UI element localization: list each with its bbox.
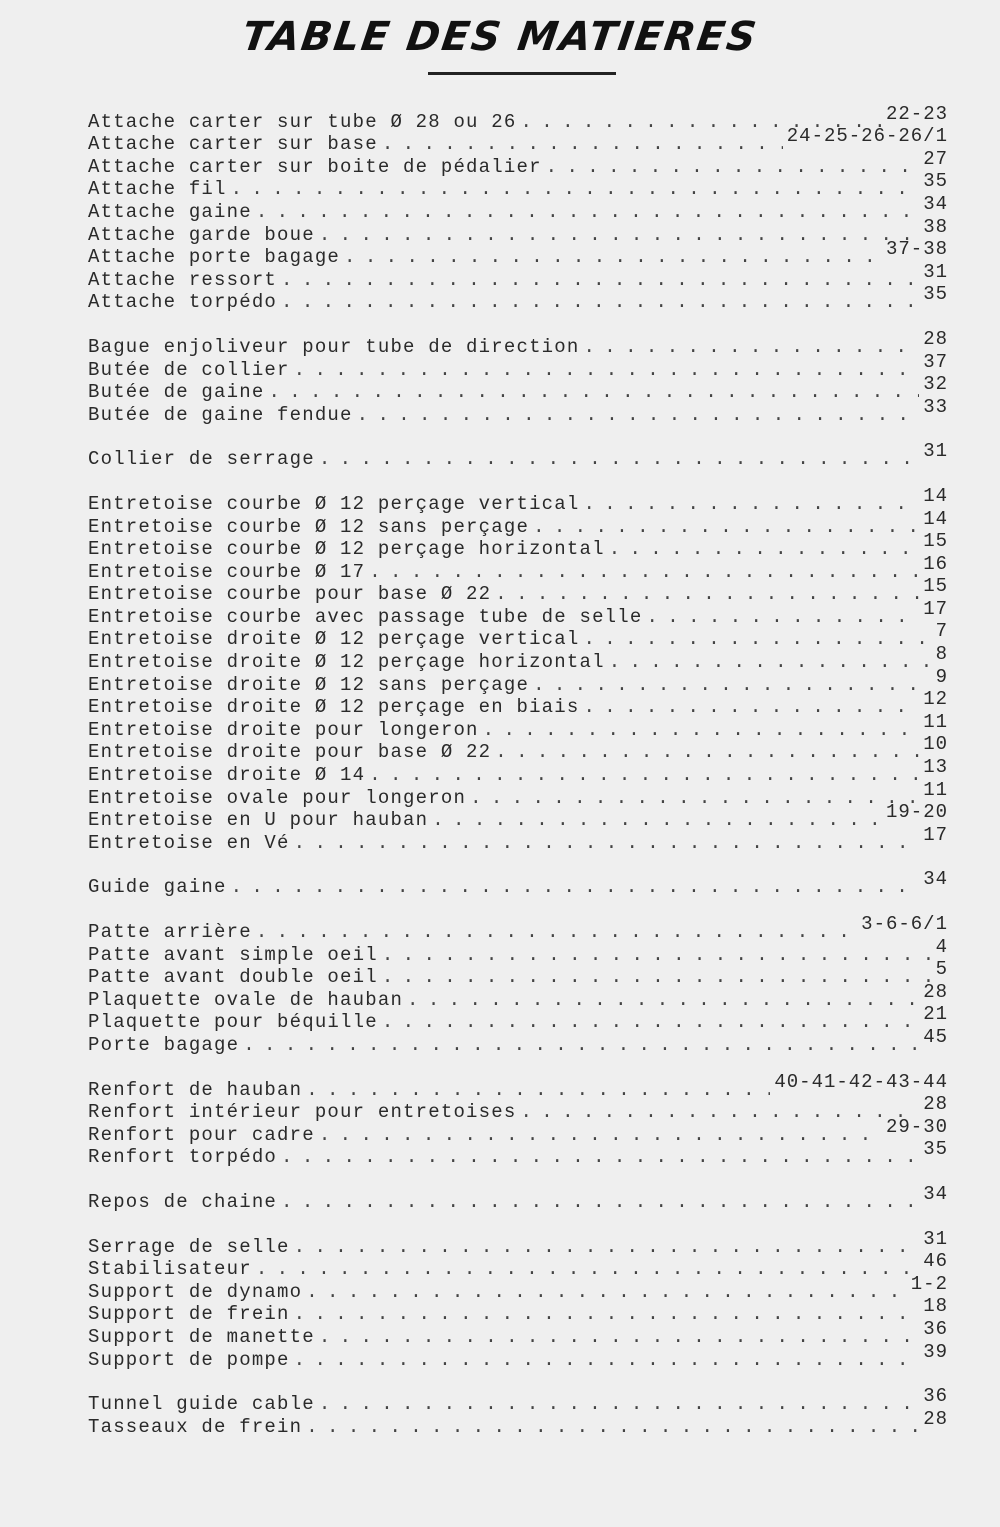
- dot-leader: [483, 719, 920, 741]
- entry-label: Support de dynamo: [88, 1280, 303, 1303]
- dot-leader: [583, 336, 919, 358]
- entry-label: Attache ressort: [88, 268, 278, 291]
- toc-entry: [88, 823, 948, 854]
- toc-entry: [88, 373, 948, 404]
- table-of-contents: [88, 102, 948, 1460]
- dot-leader: [256, 921, 857, 943]
- entry-pages: 7: [935, 620, 948, 643]
- dot-leader: [319, 1393, 919, 1415]
- dot-leader: [319, 448, 919, 470]
- entry-pages: 11: [923, 710, 948, 733]
- entry-label: Renfort intérieur pour entretoises: [88, 1101, 517, 1124]
- toc-entry: [88, 1070, 948, 1101]
- entry-pages: 14: [923, 484, 948, 507]
- entry-label: Entretoise droite Ø 12 perçage en biais: [88, 696, 580, 719]
- toc-entry: [88, 688, 948, 719]
- toc-entry: [88, 1340, 948, 1371]
- dot-leader: [256, 201, 919, 223]
- entry-label: Support de pompe: [88, 1348, 290, 1371]
- entry-pages: 28: [923, 327, 948, 350]
- entry-pages: 29-30: [885, 1115, 948, 1138]
- toc-entry: [88, 215, 948, 246]
- toc-entry: [88, 575, 948, 606]
- toc-entry: [88, 913, 948, 943]
- dot-leader: [344, 246, 882, 268]
- toc-entry: [88, 350, 948, 381]
- entry-label: Butée de collier: [88, 358, 290, 381]
- toc-entry: [88, 170, 948, 201]
- toc-entry: [88, 778, 948, 809]
- toc-group: [88, 1227, 948, 1371]
- dot-leader: [281, 269, 919, 291]
- entry-label: Entretoise courbe pour base Ø 22: [88, 583, 492, 606]
- entry-pages: 31: [923, 260, 948, 283]
- dot-leader: [294, 1349, 920, 1371]
- entry-label: Tunnel guide cable: [88, 1393, 315, 1416]
- toc-entry: [88, 440, 948, 471]
- entry-label: Patte avant double oeil: [88, 966, 378, 989]
- entry-label: Entretoise droite Ø 14: [88, 764, 366, 787]
- entry-label: Collier de serrage: [88, 448, 315, 471]
- toc-entry: [88, 958, 948, 989]
- toc-entry: [88, 507, 948, 538]
- entry-pages: 10: [923, 733, 948, 756]
- entry-label: Entretoise en U pour hauban: [88, 809, 429, 832]
- dot-leader: [231, 178, 920, 200]
- entry-pages: 35: [923, 283, 948, 306]
- toc-group: [88, 1182, 948, 1213]
- entry-pages: 46: [923, 1250, 948, 1273]
- dot-leader: [495, 741, 919, 763]
- toc-entry: [88, 1317, 948, 1348]
- entry-label: Repos de chaine: [88, 1190, 278, 1213]
- toc-entry: [88, 395, 948, 426]
- entry-label: Attache torpédo: [88, 291, 278, 314]
- dot-leader: [382, 1011, 919, 1033]
- entry-pages: 5: [935, 958, 948, 981]
- toc-entry: [88, 597, 948, 628]
- toc-group: [88, 913, 948, 1056]
- dot-leader: [533, 516, 919, 538]
- dot-leader: [319, 1124, 882, 1146]
- entry-label: Attache fil: [88, 178, 227, 201]
- dot-leader: [407, 989, 919, 1011]
- dot-leader: [357, 404, 920, 426]
- entry-label: Entretoise droite Ø 12 perçage horizontal: [88, 651, 605, 674]
- entry-label: Entretoise courbe avec passage tube de selle: [88, 605, 643, 628]
- entry-pages: 16: [923, 552, 948, 575]
- entry-pages: 15: [923, 530, 948, 553]
- toc-group: [88, 868, 948, 899]
- dot-leader: [294, 832, 920, 854]
- toc-entry: [88, 552, 948, 583]
- entry-label: Patte avant simple oeil: [88, 943, 378, 966]
- entry-pages: 37-38: [885, 238, 948, 261]
- entry-label: Renfort de hauban: [88, 1078, 303, 1101]
- entry-pages: 18: [923, 1295, 948, 1318]
- entry-label: Entretoise courbe Ø 12 perçage vertical: [88, 492, 580, 515]
- dot-leader: [306, 1281, 907, 1303]
- dot-leader: [546, 156, 920, 178]
- entry-pages: 39: [923, 1340, 948, 1363]
- toc-entry: [88, 801, 948, 832]
- toc-entry: [88, 1385, 948, 1416]
- entry-pages: 27: [923, 147, 948, 170]
- entry-pages: 31: [923, 1227, 948, 1250]
- dot-leader: [243, 1034, 919, 1056]
- entry-pages: 37: [923, 350, 948, 373]
- toc-group: [88, 1385, 948, 1438]
- entry-pages: 34: [923, 1182, 948, 1205]
- dot-leader: [609, 538, 920, 560]
- toc-entry: [88, 756, 948, 787]
- toc-entry: [88, 283, 948, 314]
- entry-label: Attache carter sur base: [88, 133, 378, 156]
- entry-pages: 19-20: [885, 801, 948, 824]
- entry-label: Plaquette pour béquille: [88, 1011, 378, 1034]
- entry-pages: 35: [923, 1138, 948, 1161]
- toc-entry: [88, 665, 948, 696]
- dot-leader: [268, 381, 919, 403]
- toc-entry: [88, 192, 948, 223]
- dot-leader: [281, 1146, 919, 1168]
- toc-entry: [88, 935, 948, 966]
- toc-entry: [88, 733, 948, 764]
- dot-leader: [382, 133, 783, 155]
- entry-pages: 28: [923, 1093, 948, 1116]
- entry-pages: 9: [935, 665, 948, 688]
- toc-group: [88, 484, 948, 854]
- entry-label: Butée de gaine fendue: [88, 403, 353, 426]
- entry-label: Serrage de selle: [88, 1235, 290, 1258]
- entry-pages: 31: [923, 440, 948, 463]
- entry-label: Attache carter sur tube Ø 28 ou 26: [88, 110, 517, 133]
- entry-label: Attache carter sur boite de pédalier: [88, 155, 542, 178]
- toc-entry: [88, 260, 948, 291]
- entry-pages: 17: [923, 823, 948, 846]
- dot-leader: [470, 787, 919, 809]
- entry-label: Guide gaine: [88, 876, 227, 899]
- toc-group: [88, 1070, 948, 1169]
- toc-entry: [88, 1003, 948, 1034]
- toc-group: [88, 440, 948, 471]
- entry-label: Attache garde boue: [88, 223, 315, 246]
- entry-label: Renfort torpédo: [88, 1146, 278, 1169]
- dot-leader: [520, 1101, 919, 1123]
- toc-entry: [88, 1182, 948, 1213]
- entry-label: Porte bagage: [88, 1033, 240, 1056]
- entry-pages: 45: [923, 1025, 948, 1048]
- dot-leader: [533, 674, 932, 696]
- entry-label: Entretoise droite pour longeron: [88, 718, 479, 741]
- dot-leader: [432, 809, 882, 831]
- entry-label: Stabilisateur: [88, 1258, 252, 1281]
- dot-leader: [281, 1191, 919, 1213]
- entry-pages: 12: [923, 688, 948, 711]
- toc-entry: [88, 238, 948, 269]
- toc-entry: [88, 710, 948, 741]
- entry-pages: 13: [923, 756, 948, 779]
- entry-pages: 4: [935, 935, 948, 958]
- toc-group: [88, 102, 948, 314]
- toc-entry: [88, 868, 948, 899]
- entry-label: Entretoise droite Ø 12 perçage vertical: [88, 628, 580, 651]
- entry-label: Butée de gaine: [88, 381, 265, 404]
- entry-pages: 14: [923, 507, 948, 530]
- title-underline: [428, 72, 616, 75]
- dot-leader: [609, 651, 932, 673]
- entry-pages: 21: [923, 1003, 948, 1026]
- entry-label: Renfort pour cadre: [88, 1123, 315, 1146]
- dot-leader: [382, 966, 932, 988]
- entry-pages: 17: [923, 597, 948, 620]
- dot-leader: [256, 1258, 919, 1280]
- toc-entry: [88, 327, 948, 358]
- toc-entry: [88, 1227, 948, 1258]
- entry-label: Entretoise courbe Ø 12 perçage horizontal: [88, 538, 605, 561]
- entry-pages: 34: [923, 192, 948, 215]
- toc-entry: [88, 147, 948, 178]
- entry-label: Bague enjoliveur pour tube de direction: [88, 335, 580, 358]
- entry-pages: 35: [923, 170, 948, 193]
- entry-pages: 36: [923, 1317, 948, 1340]
- entry-pages: 11: [923, 778, 948, 801]
- dot-leader: [306, 1416, 919, 1438]
- toc-entry: [88, 1138, 948, 1169]
- entry-pages: 32: [923, 373, 948, 396]
- entry-label: Tasseaux de frein: [88, 1415, 303, 1438]
- toc-entry: [88, 530, 948, 561]
- dot-leader: [294, 1303, 920, 1325]
- entry-pages: 22-23: [885, 102, 948, 125]
- toc-entry: [88, 1295, 948, 1326]
- dot-leader: [495, 583, 919, 605]
- toc-entry: [88, 1272, 948, 1303]
- dot-leader: [646, 606, 919, 628]
- toc-entry: [88, 125, 948, 156]
- toc-entry: [88, 1115, 948, 1146]
- dot-leader: [294, 1236, 920, 1258]
- toc-entry: [88, 484, 948, 515]
- entry-pages: 1-2: [910, 1272, 948, 1295]
- entry-label: Entretoise droite pour base Ø 22: [88, 741, 492, 764]
- entry-label: Support de frein: [88, 1303, 290, 1326]
- entry-label: Support de manette: [88, 1325, 315, 1348]
- entry-label: Entretoise en Vé: [88, 831, 290, 854]
- entry-label: Plaquette ovale de hauban: [88, 988, 404, 1011]
- entry-label: Attache gaine: [88, 200, 252, 223]
- entry-pages: 34: [923, 868, 948, 891]
- dot-leader: [382, 944, 932, 966]
- toc-entry: [88, 643, 948, 674]
- toc-entry: [88, 620, 948, 651]
- entry-pages: 28: [923, 980, 948, 1003]
- dot-leader: [583, 493, 919, 515]
- dot-leader: [294, 359, 920, 381]
- dot-leader: [319, 224, 919, 246]
- entry-pages: 36: [923, 1385, 948, 1408]
- entry-pages: 15: [923, 575, 948, 598]
- entry-pages: 28: [923, 1407, 948, 1430]
- toc-entry: [88, 1025, 948, 1056]
- entry-label: Entretoise droite Ø 12 sans perçage: [88, 673, 530, 696]
- page-title: TABLE DES MATIERES: [239, 14, 761, 60]
- toc-entry: [88, 1407, 948, 1438]
- dot-leader: [369, 561, 919, 583]
- dot-leader: [369, 764, 919, 786]
- dot-leader: [306, 1079, 770, 1101]
- toc-group: [88, 327, 948, 426]
- entry-pages: 8: [935, 643, 948, 666]
- dot-leader: [319, 1326, 919, 1348]
- entry-label: Entretoise ovale pour longeron: [88, 786, 467, 809]
- entry-pages: 24-25-26-26/1: [786, 125, 948, 148]
- entry-pages: 33: [923, 395, 948, 418]
- entry-label: Attache porte bagage: [88, 246, 341, 269]
- entry-pages: 3-6-6/1: [861, 913, 948, 935]
- toc-entry: [88, 1093, 948, 1124]
- entry-pages: 40-41-42-43-44: [774, 1070, 948, 1093]
- dot-leader: [281, 291, 919, 313]
- dot-leader: [583, 696, 919, 718]
- entry-label: Entretoise courbe Ø 12 sans perçage: [88, 515, 530, 538]
- dot-leader: [583, 628, 931, 650]
- toc-entry: [88, 1250, 948, 1281]
- toc-entry: [88, 980, 948, 1011]
- entry-label: Patte arrière: [88, 921, 252, 943]
- entry-pages: 38: [923, 215, 948, 238]
- entry-label: Entretoise courbe Ø 17: [88, 560, 366, 583]
- dot-leader: [231, 876, 920, 898]
